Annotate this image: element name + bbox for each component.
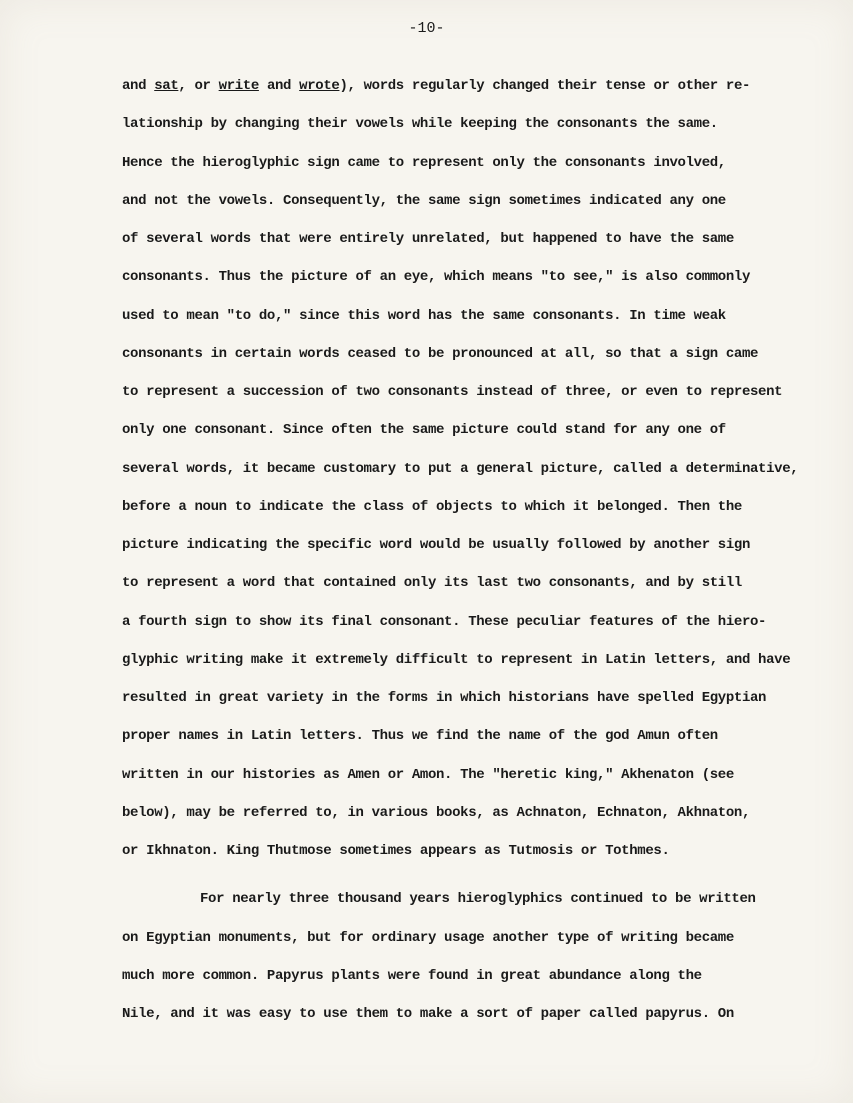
text-segment: proper names in Latin letters. Thus we find the name of the god Amun often bbox=[122, 728, 718, 745]
text-segment: resulted in great variety in the forms in which historians have spelled Egyptian bbox=[122, 690, 767, 706]
text-line bbox=[122, 420, 832, 458]
text-line bbox=[122, 153, 832, 191]
text-line bbox=[122, 76, 832, 114]
text-segment: picture indicating the specific word would be usually followed by another sign bbox=[122, 537, 751, 553]
text-segment: glyphic writing make it extremely difficult to represent in Latin letters, and have bbox=[122, 651, 791, 668]
text-line bbox=[122, 344, 832, 382]
text-line bbox=[122, 497, 832, 535]
text-line bbox=[122, 688, 832, 726]
text-line bbox=[122, 765, 832, 803]
underlined-word: write bbox=[218, 78, 259, 94]
text-segment: consonants in certain words ceased to be pronounced at all, so that a sign came bbox=[122, 345, 759, 362]
text-line bbox=[122, 573, 832, 611]
text-line bbox=[122, 382, 832, 420]
body-text bbox=[122, 76, 832, 1042]
text-line bbox=[122, 229, 832, 267]
text-line bbox=[122, 928, 832, 966]
text-segment: lationship by changing their vowels while keeping the consonants the same. bbox=[122, 116, 718, 133]
text-segment: Nile, and it was easy to use them to make a sort of paper called papyrus. On bbox=[122, 1006, 734, 1022]
text-segment: only one consonant. Since often the same picture could stand for any one of bbox=[122, 422, 726, 439]
text-line bbox=[122, 803, 832, 841]
text-line bbox=[122, 535, 832, 573]
underlined-word: wrote bbox=[299, 78, 340, 94]
text-segment: and not the vowels. Consequently, the same sign sometimes indicated any one bbox=[122, 192, 726, 209]
text-segment: written in our histories as Amen or Amon. The "heretic king," Akhenaton (see bbox=[122, 766, 734, 783]
text-segment: several words, it became customary to put a general picture, called a determinative, bbox=[122, 460, 799, 477]
text-line bbox=[122, 889, 832, 927]
text-segment: , or bbox=[178, 78, 219, 94]
text-line bbox=[122, 650, 832, 688]
text-segment: a fourth sign to show its final consonant. These peculiar features of the hiero- bbox=[122, 613, 767, 630]
text-segment: to represent a word that contained only its last two consonants, and by still bbox=[122, 575, 742, 592]
page-number: -10- bbox=[408, 20, 445, 37]
text-segment: before a noun to indicate the class of objects to which it belonged. Then the bbox=[122, 498, 742, 515]
paragraph-1 bbox=[122, 76, 832, 879]
text-segment: of several words that were entirely unrelated, but happened to have the same bbox=[122, 231, 734, 247]
text-segment: Hence the hieroglyphic sign came to represent only the consonants involved, bbox=[122, 154, 726, 171]
text-line bbox=[122, 966, 832, 1004]
paragraph-gap bbox=[122, 879, 832, 889]
text-segment: For nearly three thousand years hieroglyphics continued to be written bbox=[200, 891, 756, 908]
paragraph-2 bbox=[122, 889, 832, 1042]
text-segment: and bbox=[258, 78, 300, 94]
text-line bbox=[122, 191, 832, 229]
text-line bbox=[122, 612, 832, 650]
text-line bbox=[122, 267, 832, 305]
text-segment: on Egyptian monuments, but for ordinary usage another type of writing became bbox=[122, 929, 734, 946]
text-segment: much more common. Papyrus plants were found in great abundance along the bbox=[122, 967, 702, 984]
text-line bbox=[122, 306, 832, 344]
text-segment: and bbox=[122, 78, 155, 94]
text-segment: consonants. Thus the picture of an eye, which means "to see," is also commonly bbox=[122, 269, 751, 286]
text-segment: to represent a succession of two consonants instead of three, or even to represent bbox=[122, 384, 783, 400]
text-line bbox=[122, 1004, 832, 1042]
underlined-word: sat bbox=[154, 78, 179, 94]
text-line bbox=[122, 459, 832, 497]
text-segment: or Ikhnaton. King Thutmose sometimes appears as Tutmosis or Tothmes. bbox=[122, 843, 670, 859]
text-segment: below), may be referred to, in various books, as Achnaton, Echnaton, Akhnaton, bbox=[122, 804, 751, 821]
text-line bbox=[122, 726, 832, 764]
text-segment: used to mean "to do," since this word has the same consonants. In time weak bbox=[122, 307, 726, 324]
text-line bbox=[122, 114, 832, 152]
text-line bbox=[122, 841, 832, 879]
text-segment: ), words regularly changed their tense or other re- bbox=[339, 78, 751, 94]
